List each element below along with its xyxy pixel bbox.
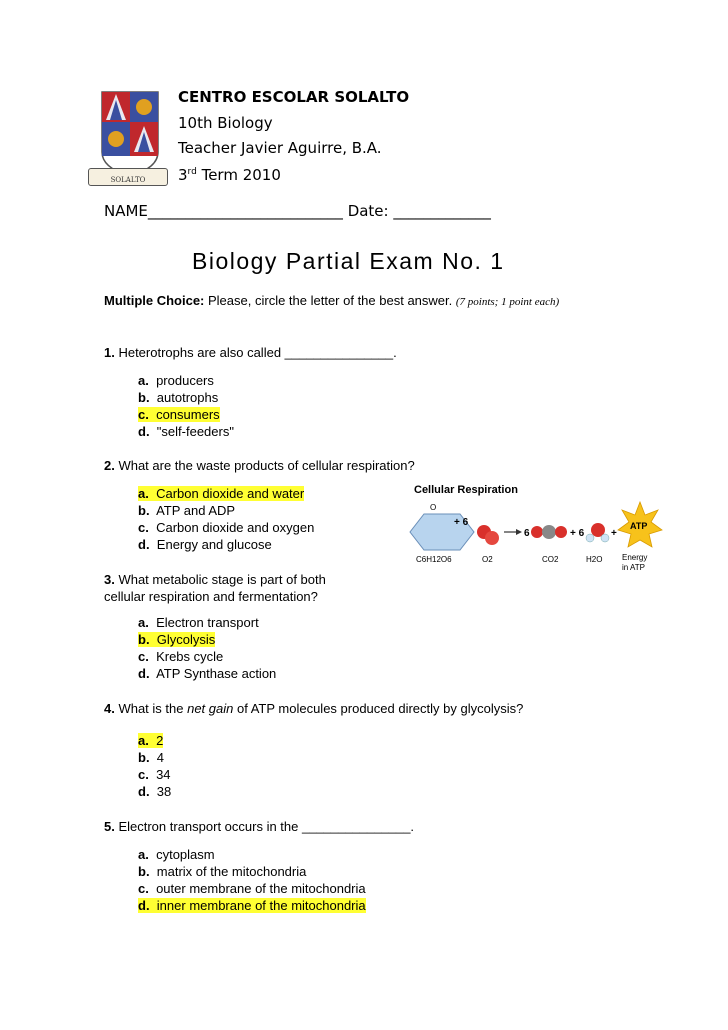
course-name: 10th Biology bbox=[178, 114, 273, 132]
option-5d[interactable]: d. inner membrane of the mitochondria bbox=[138, 898, 366, 913]
instructions-label: Multiple Choice: bbox=[104, 293, 205, 308]
o2-label: O2 bbox=[482, 555, 493, 564]
option-5b[interactable]: b. matrix of the mitochondria bbox=[138, 864, 307, 879]
option-3a[interactable]: a. Electron transport bbox=[138, 615, 259, 630]
question-2: 2. What are the waste products of cellular respiration? bbox=[104, 458, 415, 473]
school-name: CENTRO ESCOLAR SOLALTO bbox=[178, 88, 410, 106]
atp-label: ATP bbox=[630, 521, 648, 531]
question-4: 4. What is the net gain of ATP molecules produced directly by glycolysis? bbox=[104, 701, 524, 716]
option-4a[interactable]: a. 2 bbox=[138, 733, 164, 748]
hydrogen-atom-icon bbox=[586, 534, 594, 542]
question-5-options bbox=[138, 846, 366, 914]
option-3c[interactable]: c. Krebs cycle bbox=[138, 649, 224, 664]
oxygen-atom-icon bbox=[555, 526, 567, 538]
option-1d[interactable]: d. "self-feeders" bbox=[138, 424, 234, 439]
option-2b[interactable]: b. ATP and ADP bbox=[138, 503, 236, 518]
option-1b[interactable]: b. autotrophs bbox=[138, 390, 219, 405]
date-field[interactable]: _____________ bbox=[393, 202, 491, 220]
instructions bbox=[104, 292, 624, 311]
option-3d[interactable]: d. ATP Synthase action bbox=[138, 666, 277, 681]
plus-energy: + bbox=[611, 528, 617, 539]
question-1-options bbox=[138, 372, 234, 440]
option-1c[interactable]: c. consumers bbox=[138, 407, 220, 422]
term: 3rd Term 2010 bbox=[178, 166, 281, 184]
diagram-title: Cellular Respiration bbox=[414, 484, 518, 496]
glucose-label: C6H12O6 bbox=[416, 555, 452, 564]
six-co2: 6 bbox=[524, 528, 530, 539]
option-5a[interactable]: a. cytoplasm bbox=[138, 847, 215, 862]
question-5: 5. Electron transport occurs in the _______________. bbox=[104, 819, 415, 834]
question-3: 3. What metabolic stage is part of both cellular respiration and fermentation? bbox=[104, 572, 326, 604]
option-5c[interactable]: c. outer membrane of the mitochondria bbox=[138, 881, 366, 896]
option-1a[interactable]: a. producers bbox=[138, 373, 214, 388]
oxygen-atom-icon bbox=[485, 531, 499, 545]
cellular-respiration-diagram bbox=[404, 480, 714, 580]
option-2d[interactable]: d. Energy and glucose bbox=[138, 537, 272, 552]
question-4-options bbox=[138, 732, 171, 800]
option-2c[interactable]: c. Carbon dioxide and oxygen bbox=[138, 520, 315, 535]
carbon-atom-icon bbox=[542, 525, 556, 539]
plus-six-water: + 6 bbox=[570, 528, 585, 539]
oxygen-atom-icon bbox=[531, 526, 543, 538]
logo-text: SOLALTO bbox=[110, 176, 146, 184]
option-4d[interactable]: d. 38 bbox=[138, 784, 172, 799]
name-field[interactable]: __________________________ bbox=[147, 202, 343, 220]
option-3b[interactable]: b. Glycolysis bbox=[138, 632, 216, 647]
option-4c[interactable]: c. 34 bbox=[138, 767, 171, 782]
hydrogen-atom-icon bbox=[601, 534, 609, 542]
name-label: NAME bbox=[104, 202, 148, 220]
logo-banner bbox=[88, 168, 168, 186]
plus-six-oxygen: + 6 bbox=[454, 517, 469, 528]
instructions-points: (7 points; 1 point each) bbox=[455, 296, 560, 308]
co2-label: CO2 bbox=[542, 555, 559, 564]
exam-title: Biology Partial Exam No. 1 bbox=[192, 248, 505, 274]
date-label: Date: bbox=[347, 202, 389, 220]
energy-label-line2: in ATP bbox=[622, 563, 645, 572]
reaction-arrowhead bbox=[516, 529, 522, 535]
energy-label-line1: Energy bbox=[622, 553, 648, 562]
teacher-name: Teacher Javier Aguirre, B.A. bbox=[178, 139, 382, 157]
instructions-text: Please, circle the letter of the best answer. bbox=[204, 293, 456, 308]
question-2-options bbox=[138, 485, 314, 553]
h2o-label: H2O bbox=[586, 555, 603, 564]
glucose-o-label: O bbox=[430, 503, 437, 512]
name-date-line bbox=[104, 202, 491, 220]
question-1: 1. Heterotrophs are also called _______________. bbox=[104, 345, 397, 360]
option-2a[interactable]: a. Carbon dioxide and water bbox=[138, 486, 305, 501]
option-4b[interactable]: b. 4 bbox=[138, 750, 165, 765]
question-3-options bbox=[138, 614, 276, 682]
